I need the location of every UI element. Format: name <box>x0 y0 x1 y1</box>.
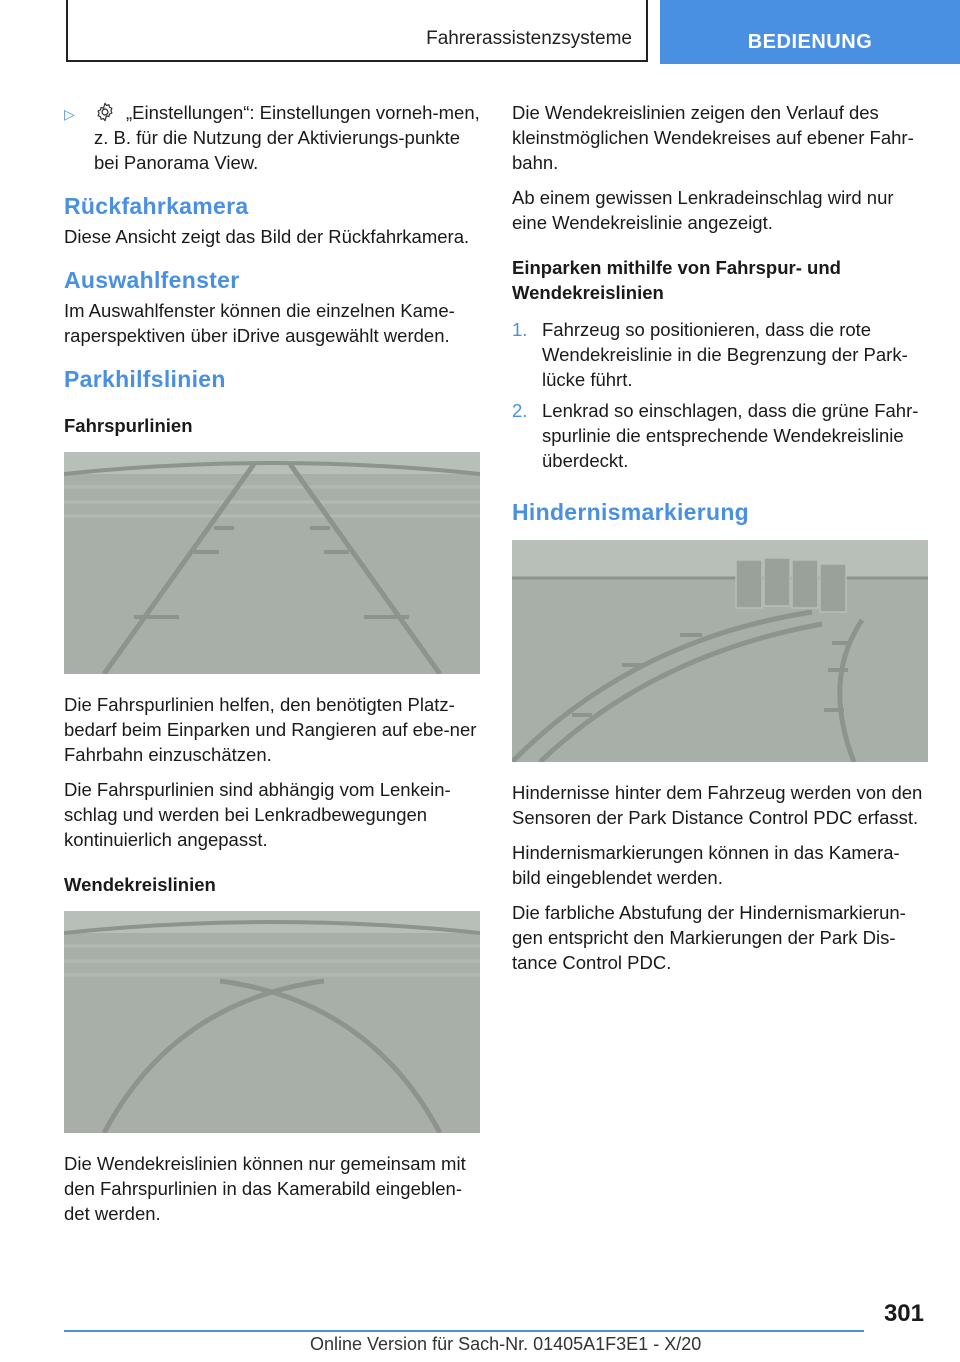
footer-online-version: Online Version für Sach-Nr. 01405A1F3E1 - X/20 <box>310 1334 702 1354</box>
settings-bullet-text: „Einstellungen“: Einstellungen vorneh-men, z. B. für die Nutzung der Aktivierungs-punkte bei Panorama View. <box>94 102 480 173</box>
heading-rueckfahrkamera: Rückfahrkamera <box>64 193 249 219</box>
heading-einparken: Einparken mithilfe von Fahrspur- und Wendekreislinien <box>512 257 841 303</box>
paragraph-hindernis-3: Die farbliche Abstufung der Hindernismarkierun-gen entspricht den Markierungen der Park Dis-tance Control PDC. <box>512 902 906 973</box>
heading-fahrspurlinien: Fahrspurlinien <box>64 415 193 436</box>
paragraph-rueckfahrkamera: Diese Ansicht zeigt das Bild der Rückfahrkamera. <box>64 226 470 247</box>
paragraph-wendekreislinien: Die Wendekreislinien können nur gemeinsam mit den Fahrspurlinien in das Kamerabild eingeblen-det werden. <box>64 1153 466 1224</box>
step-text: Lenkrad so einschlagen, dass die grüne Fahr-spurlinie die entsprechende Wendekreislinie überdeckt. <box>542 400 919 471</box>
triangle-right-icon: ▷ <box>64 106 75 122</box>
left-column <box>64 100 480 1236</box>
paragraph-fahrspurlinien-1: Die Fahrspurlinien helfen, den benötigten Platz-bedarf beim Einparken und Rangieren auf ebe-ner Fahrbahn einzuschätzen. <box>64 694 477 765</box>
step-number: 1. <box>512 319 528 340</box>
step-item <box>512 398 928 473</box>
header-chapter-tab <box>660 0 960 64</box>
hindernismarkierung-figure <box>512 540 928 762</box>
paragraph-wendekreis-verlauf: Die Wendekreislinien zeigen den Verlauf des kleinstmöglichen Wendekreises auf ebener Fahr-bahn. <box>512 102 914 173</box>
paragraph-fahrspurlinien-2: Die Fahrspurlinien sind abhängig vom Lenkein-schlag und werden bei Lenkradbewegungen kontinuierlich angepasst. <box>64 779 451 850</box>
heading-parkhilfslinien: Parkhilfslinien <box>64 366 226 392</box>
right-column <box>512 100 928 985</box>
gear-icon <box>94 101 116 123</box>
paragraph-hindernis-1: Hindernisse hinter dem Fahrzeug werden von den Sensoren der Park Distance Control PDC erfasst. <box>512 782 923 828</box>
paragraph-auswahlfenster: Im Auswahlfenster können die einzelnen Kame-raperspektiven über iDrive ausgewählt werden. <box>64 300 455 346</box>
fahrspurlinien-figure <box>64 452 480 674</box>
heading-auswahlfenster: Auswahlfenster <box>64 267 240 293</box>
wendekreislinien-figure <box>64 911 480 1133</box>
step-item <box>512 317 928 392</box>
paragraph-hindernis-2: Hindernismarkierungen können in das Kamera-bild eingeblendet werden. <box>512 842 900 888</box>
heading-wendekreislinien: Wendekreislinien <box>64 874 216 895</box>
heading-hindernismarkierung: Hindernismarkierung <box>512 499 750 525</box>
header-frame <box>66 0 648 62</box>
page-number: 301 <box>883 1300 924 1327</box>
step-number: 2. <box>512 400 528 421</box>
paragraph-wendekreis-lenkrad: Ab einem gewissen Lenkradeinschlag wird nur eine Wendekreislinie angezeigt. <box>512 187 894 233</box>
settings-bullet <box>64 100 480 175</box>
header-section-title: Fahrerassistenzsysteme <box>426 28 632 49</box>
header-chapter-label: BEDIENUNG <box>747 31 873 53</box>
footer-divider <box>64 1330 864 1332</box>
step-text: Fahrzeug so positionieren, dass die rote Wendekreislinie in die Begrenzung der Park-lücke führt. <box>542 319 908 390</box>
